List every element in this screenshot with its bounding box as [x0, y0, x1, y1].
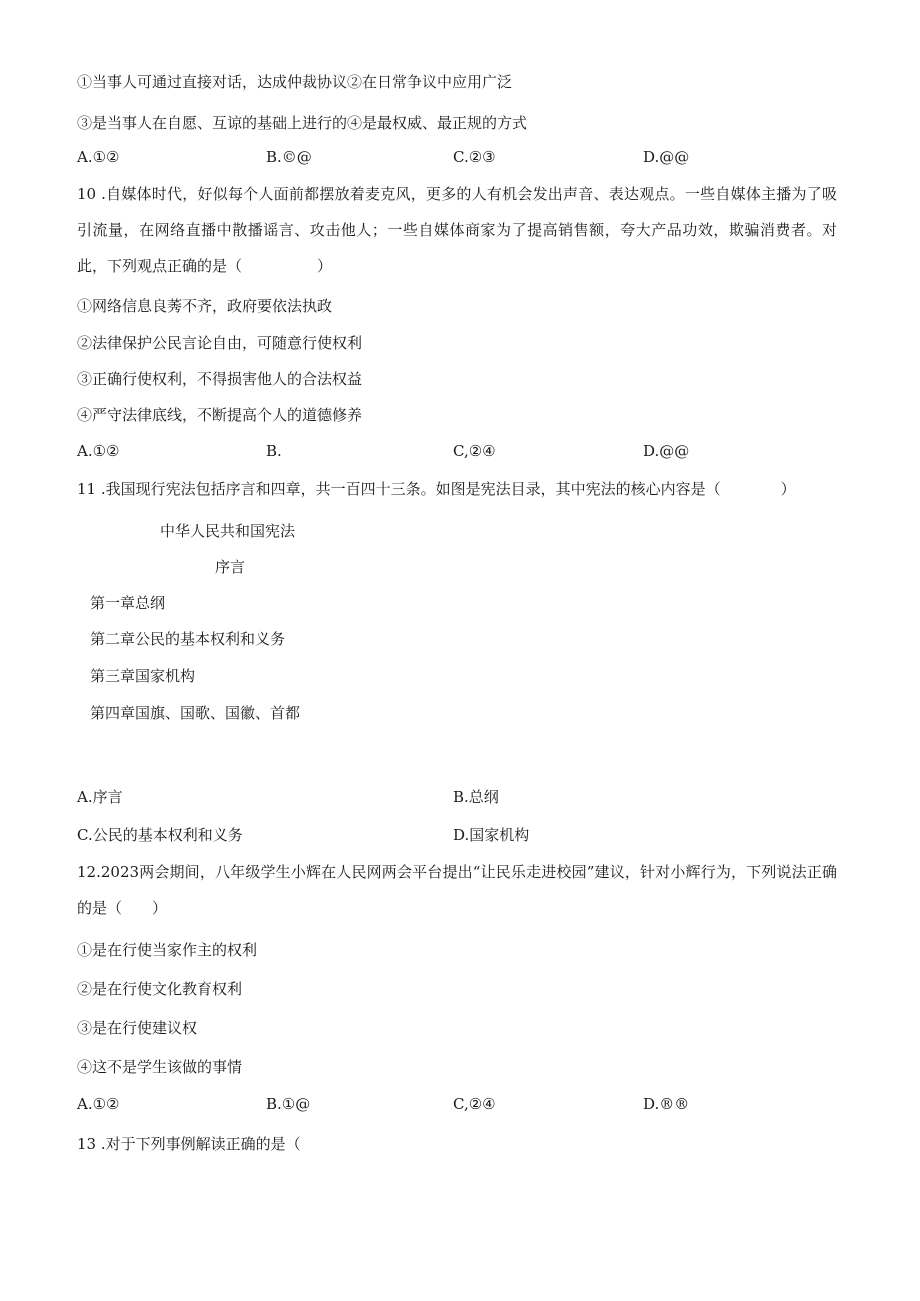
toc-chapter-2: 第二章公民的基本权利和义务 [90, 630, 286, 648]
q13-stem: 13 .对于下列事例解读正确的是（ [77, 1135, 301, 1153]
q11-options-row-2 [77, 824, 837, 844]
q12-item-4: ④这不是学生该做的事情 [77, 1058, 243, 1076]
q12-option-b: B.①@ [266, 1095, 311, 1113]
q12-item-1: ①是在行使当家作主的权利 [77, 941, 258, 959]
q10-stem: 10 .自媒体时代，好似每个人面前都摆放着麦克风，更多的人有机会发出声音、表达观点。一些自媒体主播为了吸引流量，在网络直播中散播谣言、攻击他人；一些自媒体商家为了提高销售额，夸大产品功效，欺骗消费者。对此，下列观点正确的是（ ） [77, 185, 837, 275]
q10-option-c: C,②④ [453, 442, 496, 460]
q10-options [77, 442, 837, 462]
q10-option-b: B. [266, 442, 282, 460]
q12-item-2: ②是在行使文化教育权利 [77, 980, 243, 998]
q11-option-b: B.总纲 [453, 788, 499, 806]
q11-stem: 11 .我国现行宪法包括序言和四章，共一百四十三条。如图是宪法目录，其中宪法的核心内容是（ ） [77, 480, 796, 498]
q11-options-row-1 [77, 786, 837, 806]
toc-chapter-3: 第三章国家机构 [90, 667, 196, 685]
q11-option-a: A.序言 [77, 788, 123, 806]
q12-stem: 12.2023两会期间，八年级学生小辉在人民网两会平台提出“让民乐走进校园”建议，针对小辉行为，下列说法正确的是（ ） [77, 863, 837, 917]
q10-option-a: A.①② [77, 442, 120, 460]
q9-option-b: B.©@ [266, 148, 312, 166]
q10-item-1: ①网络信息良莠不齐，政府要依法执政 [77, 297, 333, 315]
q10-item-3: ③正确行使权利，不得损害他人的合法权益 [77, 370, 363, 388]
q9-option-a: A.①② [77, 148, 120, 166]
toc-title: 中华人民共和国宪法 [160, 522, 296, 540]
q11-option-c: C.公民的基本权利和义务 [77, 826, 243, 844]
q12-option-c: C,②④ [453, 1095, 496, 1113]
toc-chapter-4: 第四章国旗、国歌、国徽、首都 [90, 704, 301, 722]
q9-option-c: C.②③ [453, 148, 496, 166]
q10-item-4: ④严守法律底线，不断提高个人的道德修养 [77, 406, 363, 424]
q12-option-d: D.®® [643, 1095, 690, 1113]
q12-options [77, 1095, 837, 1115]
q11-option-d: D.国家机构 [453, 826, 530, 844]
q9-line-2: ③是当事人在自愿、互谅的基础上进行的④是最权威、最正规的方式 [77, 114, 528, 132]
q9-line-1: ①当事人可通过直接对话，达成仲裁协议②在日常争议中应用广泛 [77, 73, 513, 91]
toc-chapter-1: 第一章总纲 [90, 594, 166, 612]
q9-options [77, 148, 837, 168]
q12-item-3: ③是在行使建议权 [77, 1019, 198, 1037]
q12-option-a: A.①② [77, 1095, 120, 1113]
q9-option-d: D.@@ [643, 148, 690, 166]
toc-preface: 序言 [215, 558, 246, 576]
q10-option-d: D.@@ [643, 442, 690, 460]
q10-item-2: ②法律保护公民言论自由，可随意行使权利 [77, 334, 363, 352]
